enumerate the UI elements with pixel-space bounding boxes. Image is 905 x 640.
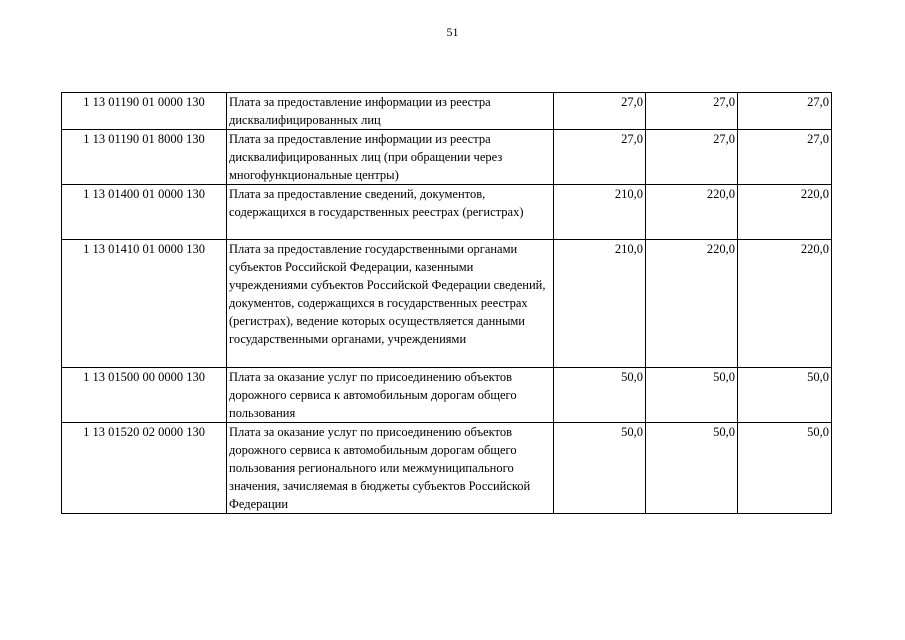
revenue-code: 1 13 01190 01 8000 130 [62, 130, 227, 185]
table-row [62, 240, 832, 368]
revenue-name: Плата за предоставление государственными органами субъектов Российской Федерации, казенными учреждениями субъектов Российской Федерации сведений, документов, содержащихся в государственных реестрах (регистрах), ведение которых осуществляется данными государственными органами, учреждениями [227, 240, 554, 368]
table-row [62, 130, 832, 185]
value-year-1: 27,0 [554, 130, 646, 185]
revenue-name: Плата за предоставление информации из реестра дисквалифицированных лиц (при обращении через многофункциональные центры) [227, 130, 554, 185]
budget-revenue-table [61, 92, 832, 514]
table-row [62, 423, 832, 514]
value-year-3: 220,0 [738, 185, 832, 240]
revenue-code: 1 13 01190 01 0000 130 [62, 93, 227, 130]
value-year-3: 27,0 [738, 130, 832, 185]
value-year-1: 27,0 [554, 93, 646, 130]
value-year-1: 50,0 [554, 423, 646, 514]
table-row [62, 185, 832, 240]
value-year-2: 50,0 [646, 368, 738, 423]
revenue-name: Плата за предоставление информации из реестра дисквалифицированных лиц [227, 93, 554, 130]
revenue-code: 1 13 01500 00 0000 130 [62, 368, 227, 423]
value-year-3: 220,0 [738, 240, 832, 368]
value-year-3: 27,0 [738, 93, 832, 130]
value-year-2: 220,0 [646, 185, 738, 240]
revenue-code: 1 13 01520 02 0000 130 [62, 423, 227, 514]
revenue-name: Плата за оказание услуг по присоединению объектов дорожного сервиса к автомобильным дорогам общего пользования регионального или межмуниципального значения, зачисляемая в бюджеты субъектов Российской Федерации [227, 423, 554, 514]
revenue-name: Плата за предоставление сведений, документов, содержащихся в государственных реестрах (регистрах) [227, 185, 554, 240]
value-year-2: 27,0 [646, 130, 738, 185]
value-year-2: 50,0 [646, 423, 738, 514]
table-row [62, 93, 832, 130]
value-year-2: 27,0 [646, 93, 738, 130]
value-year-2: 220,0 [646, 240, 738, 368]
table-row [62, 368, 832, 423]
value-year-1: 50,0 [554, 368, 646, 423]
revenue-code: 1 13 01410 01 0000 130 [62, 240, 227, 368]
value-year-1: 210,0 [554, 240, 646, 368]
value-year-1: 210,0 [554, 185, 646, 240]
page-number: 51 [446, 25, 459, 39]
revenue-code: 1 13 01400 01 0000 130 [62, 185, 227, 240]
value-year-3: 50,0 [738, 368, 832, 423]
revenue-name: Плата за оказание услуг по присоединению объектов дорожного сервиса к автомобильным дорогам общего пользования [227, 368, 554, 423]
value-year-3: 50,0 [738, 423, 832, 514]
